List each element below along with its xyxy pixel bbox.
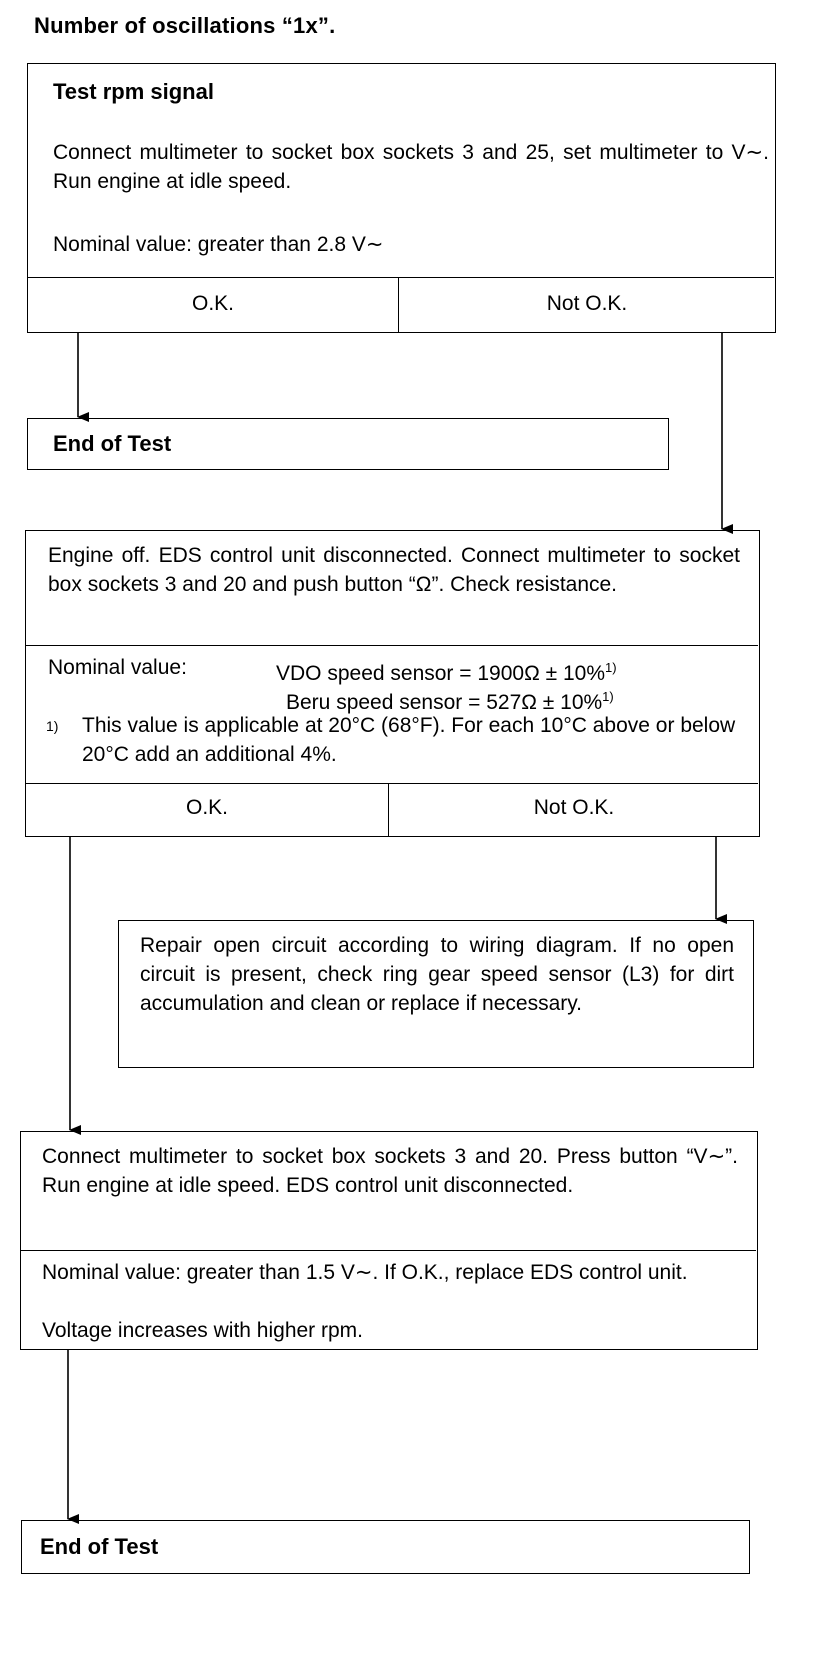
repair-text: Repair open circuit according to wiring diagram. If no open circuit is present, check ring gear speed sensor (L3) for dirt accumulation and clean or replace if necessary. (140, 934, 734, 1015)
page-heading: Number of oscillations “1x”. (34, 13, 336, 38)
step1-title: Test rpm signal (53, 79, 214, 104)
step2-footnote: This value is applicable at 20°C (68°F). For each 10°C above or below 20°C add an additional 4%. (82, 714, 736, 766)
vdo-speed-sensor-value: VDO speed sensor = 1900Ω ± 10% (276, 662, 605, 685)
step2-footnote-marker: 1) (46, 718, 59, 734)
vdo-footnote-mark: 1) (605, 660, 617, 675)
step2-instruction: Engine off. EDS control unit disconnected. Connect multimeter to socket box sockets 3 and 20 and push button “Ω”. Check resistance. (48, 544, 740, 596)
step2-nominal-label: Nominal value: (48, 656, 187, 679)
end-of-test-label-1: End of Test (53, 431, 172, 456)
step3-nominal: Nominal value: greater than 1.5 V∼. If O.K., replace EDS control unit. (42, 1261, 688, 1284)
step2-ok-label: O.K. (185, 796, 228, 819)
beru-speed-sensor-value: Beru speed sensor = 527Ω ± 10% (286, 691, 603, 714)
end-of-test-label-2: End of Test (40, 1534, 159, 1559)
step1-ok-label: O.K. (191, 292, 234, 315)
step1-not-ok-label: Not O.K. (546, 292, 628, 315)
step3-note: Voltage increases with higher rpm. (42, 1319, 363, 1342)
step1-nominal: Nominal value: greater than 2.8 V∼ (53, 233, 384, 256)
step3-instruction: Connect multimeter to socket box sockets 3 and 20. Press button “V∼”. Run engine at idle speed. EDS control unit disconnected. (42, 1145, 738, 1197)
beru-footnote-mark: 1) (602, 689, 614, 704)
step1-instruction: Connect multimeter to socket box sockets 3 and 25, set multimeter to V∼. Run engine at idle speed. (53, 141, 769, 193)
step2-not-ok-label: Not O.K. (533, 796, 615, 819)
